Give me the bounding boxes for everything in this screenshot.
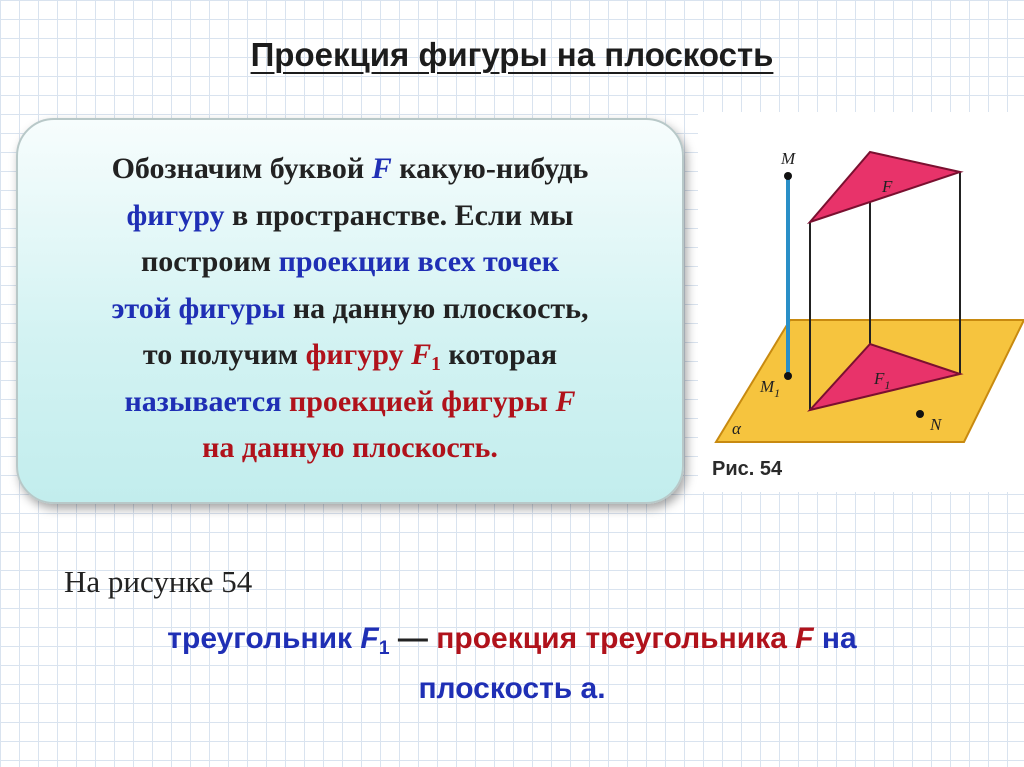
point-m bbox=[784, 172, 792, 180]
label-m1: $M_1$ bbox=[760, 377, 781, 400]
callout-line-3 bbox=[18, 239, 682, 286]
projection-figure bbox=[698, 112, 1024, 492]
text-segment: на bbox=[813, 622, 857, 655]
text-segment: проекции всех точек bbox=[278, 245, 560, 278]
point-m1 bbox=[784, 372, 792, 380]
text-segment: фигуру bbox=[305, 338, 412, 371]
figure-reference: На рисунке 54 bbox=[64, 564, 253, 599]
figure-symbol: F bbox=[555, 384, 576, 418]
text-segment: фигуру bbox=[126, 198, 225, 232]
callout-line-5 bbox=[18, 332, 682, 379]
label-n: N bbox=[930, 415, 942, 434]
subscript: 1 bbox=[378, 636, 390, 659]
conclusion-text bbox=[0, 614, 1024, 714]
text-segment: проекцией фигуры bbox=[288, 384, 556, 418]
figure-symbol: F bbox=[360, 622, 379, 655]
figure-symbol: F bbox=[411, 338, 432, 371]
text-segment: на данную плоскость, bbox=[285, 291, 589, 325]
text-segment: проекция треугольника bbox=[436, 622, 796, 655]
callout-line-7 bbox=[18, 425, 682, 472]
label-m: M bbox=[781, 149, 796, 168]
text-segment: то получим bbox=[142, 338, 306, 371]
text-segment: называется bbox=[124, 384, 289, 418]
definition-text bbox=[18, 146, 682, 472]
callout-line-6 bbox=[18, 379, 682, 426]
point-n bbox=[916, 410, 924, 418]
label-alpha: α bbox=[732, 419, 741, 438]
definition-callout bbox=[16, 118, 684, 504]
label-f: F bbox=[882, 177, 893, 196]
conclusion-line-2: плоскость а. bbox=[418, 672, 606, 705]
callout-line-1 bbox=[18, 146, 682, 193]
text-segment: треугольник bbox=[167, 622, 361, 655]
figure-caption: Рис. 54 bbox=[712, 458, 783, 480]
text-segment: построим bbox=[140, 245, 279, 278]
figure-symbol: F bbox=[795, 622, 814, 655]
projection-diagram bbox=[698, 112, 1024, 492]
text-segment: этой фигуры bbox=[111, 291, 286, 325]
text-segment: в пространстве. Если мы bbox=[224, 198, 574, 232]
conclusion-line-1 bbox=[0, 614, 1024, 664]
subscript: 1 bbox=[431, 353, 441, 375]
text-segment: на данную плоскость. bbox=[202, 431, 498, 464]
text-segment: которая bbox=[440, 338, 558, 371]
figure-symbol: F bbox=[371, 152, 392, 185]
text-segment: — bbox=[389, 622, 437, 655]
text-segment: Обозначим буквой bbox=[111, 152, 372, 185]
callout-line-4 bbox=[18, 286, 682, 333]
label-f1: $F_1$ bbox=[874, 369, 891, 392]
text-segment: какую-нибудь bbox=[391, 152, 589, 185]
callout-line-2 bbox=[18, 193, 682, 240]
page-title: Проекция фигуры на плоскость bbox=[250, 36, 774, 73]
